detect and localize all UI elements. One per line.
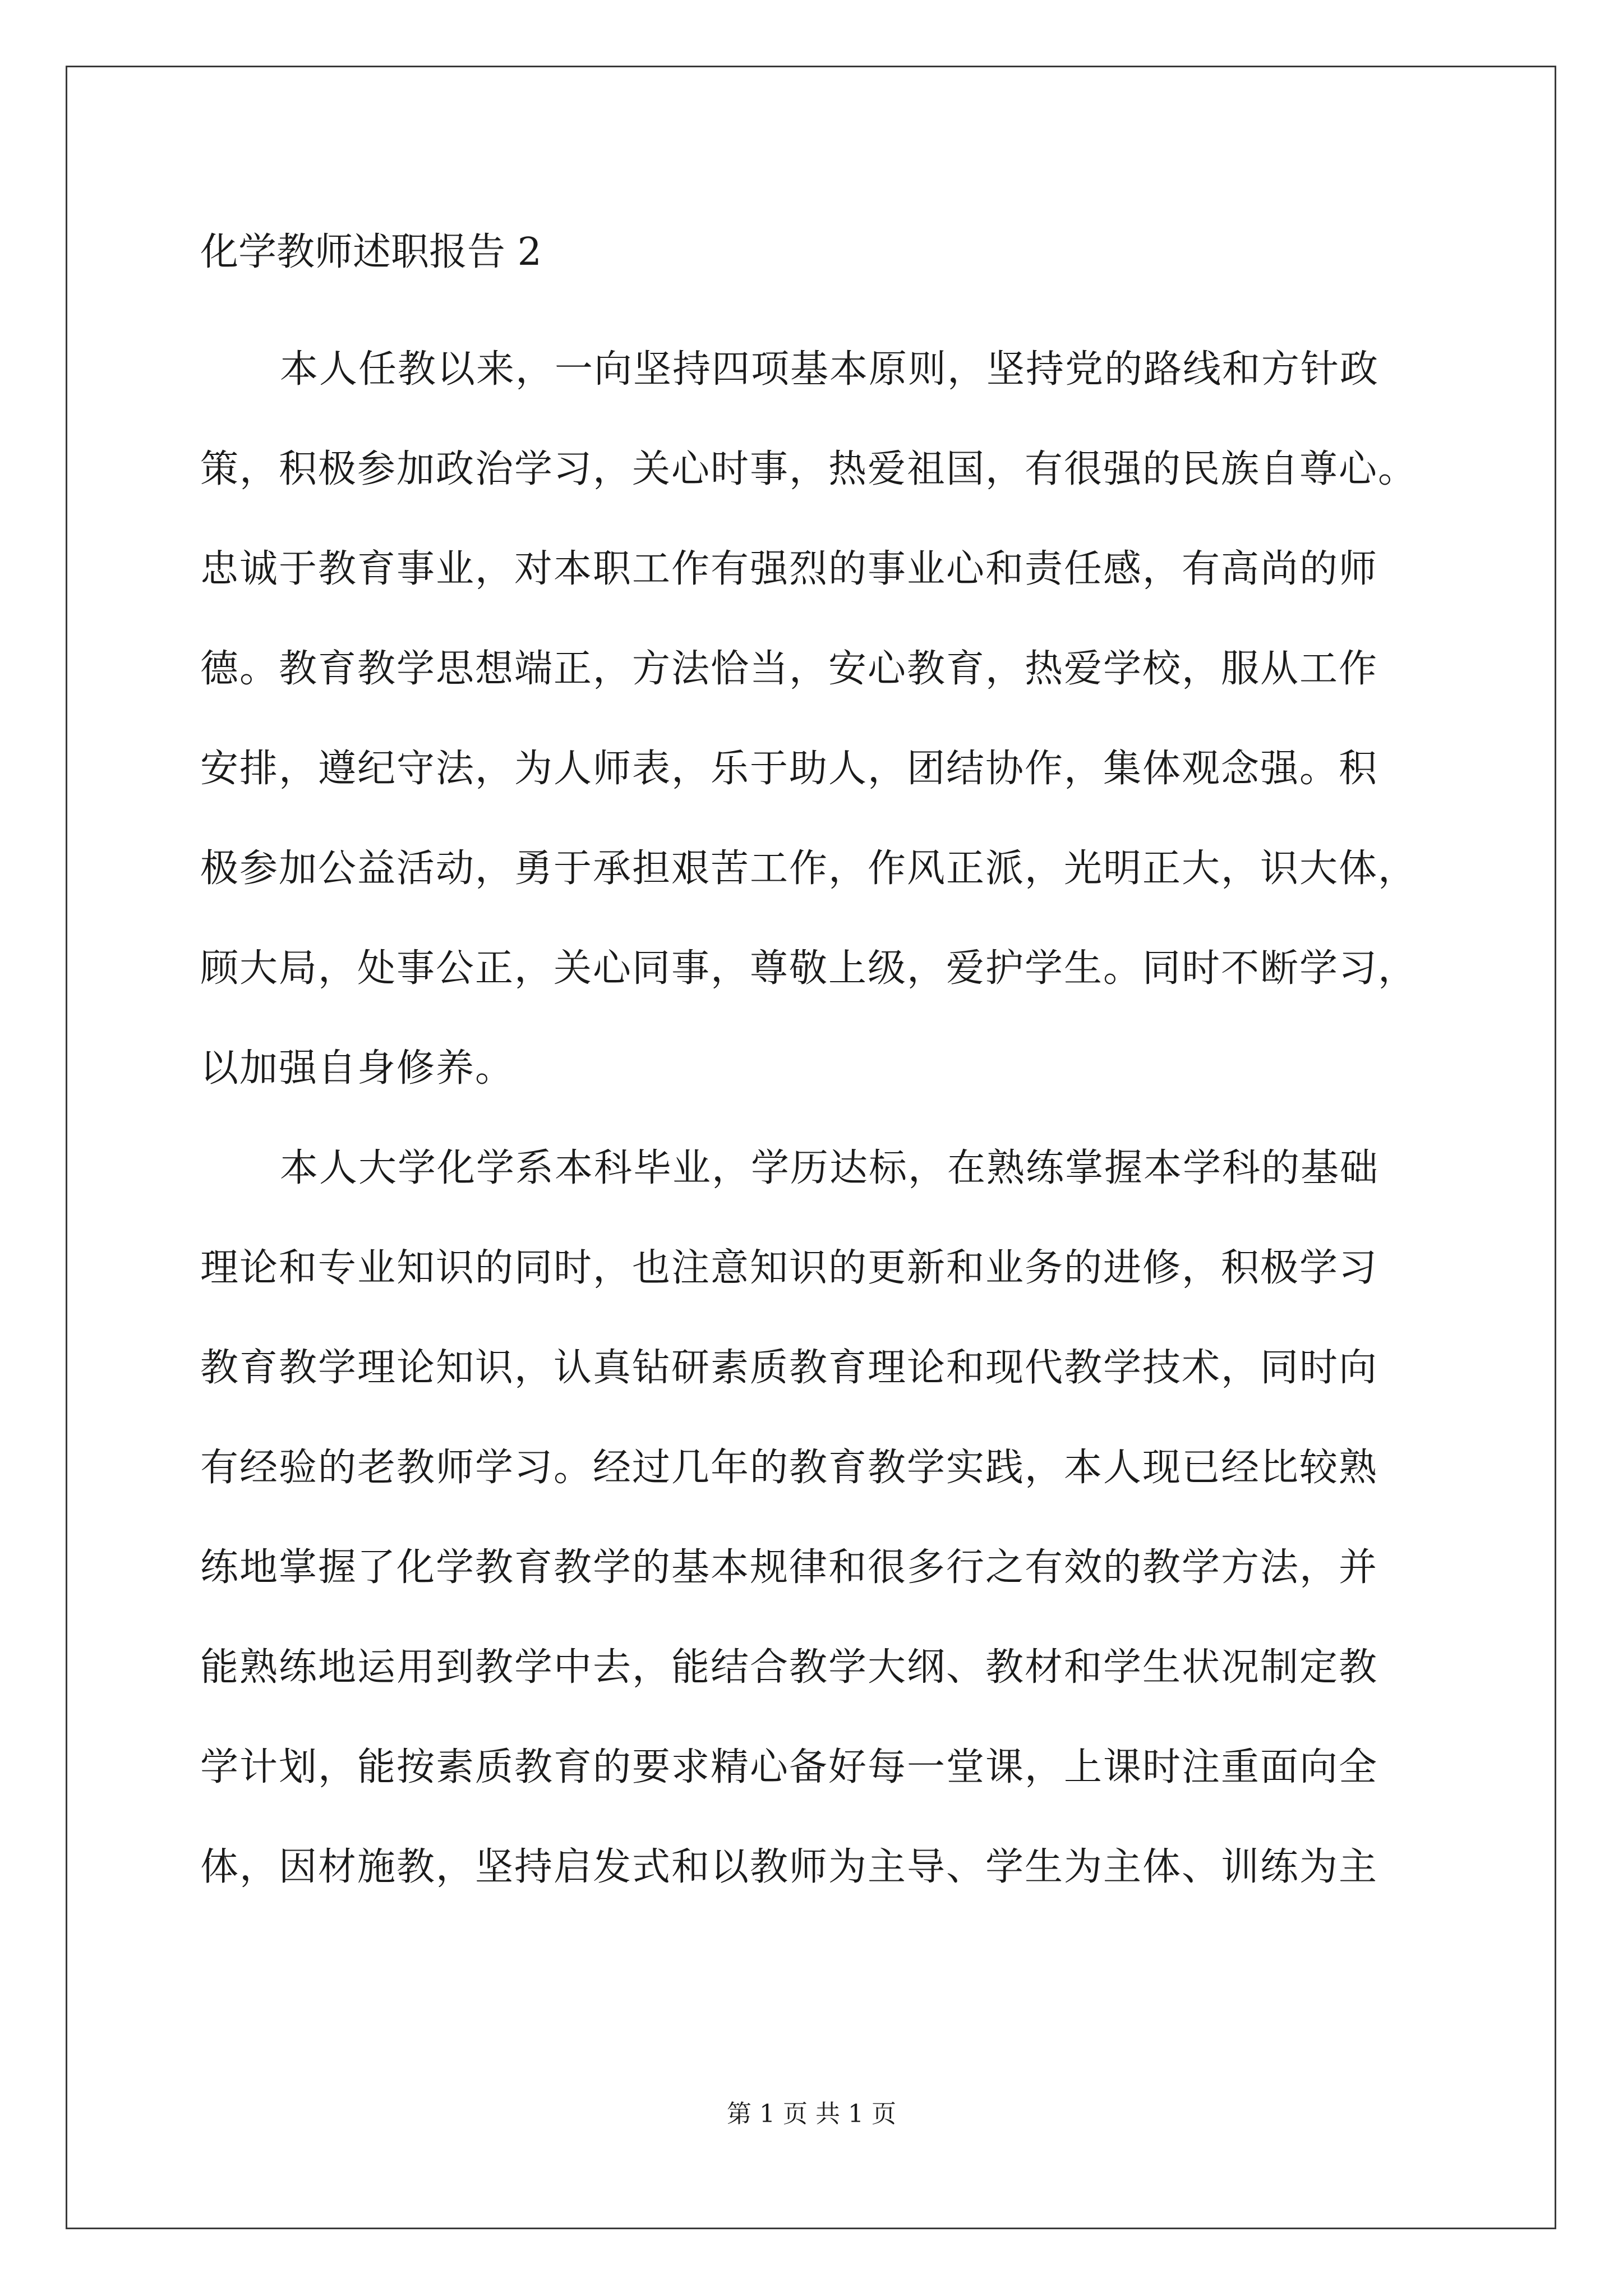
paragraph-line: 本人大学化学系本科毕业，学历达标，在熟练掌握本学科的基础: [280, 1146, 1380, 1190]
paragraph-line: 练地掌握了化学教育教学的基本规律和很多行之有效的教学方法，并: [200, 1545, 1378, 1590]
paragraph-line: 忠诚于教育事业，对本职工作有强烈的事业心和责任感，有高尚的师: [200, 547, 1378, 591]
paragraph-line: 策，积极参加政治学习，关心时事，热爱祖国，有很强的民族自尊心。: [200, 447, 1418, 491]
paragraph-line: 能熟练地运用到教学中去，能结合教学大纲、教材和学生状况制定教: [200, 1645, 1378, 1690]
paragraph-line: 极参加公益活动，勇于承担艰苦工作，作风正派，光明正大，识大体，: [200, 846, 1418, 891]
paragraph-line: 学计划，能按素质教育的要求精心备好每一堂课，上课时注重面向全: [200, 1745, 1378, 1789]
document-body: [200, 219, 1434, 1917]
paragraph-line: 体，因材施教，坚持启发式和以教师为主导、学生为主体、训练为主: [200, 1845, 1378, 1889]
paragraph-line: 以加强自身修养。: [200, 1046, 515, 1091]
document-title: 化学教师述职报告 2: [200, 230, 542, 274]
paragraph-line: 教育教学理论知识，认真钻研素质教育理论和现代教学技术，同时向: [200, 1346, 1378, 1390]
paragraph-line: 有经验的老教师学习。经过几年的教育教学实践，本人现已经比较熟: [200, 1446, 1378, 1490]
page-number-footer: 第 1 页 共 1 页: [727, 2100, 896, 2128]
paragraph-line: 德。教育教学思想端正，方法恰当，安心教育，热爱学校，服从工作: [200, 647, 1378, 691]
paragraph-line: 理论和专业知识的同时，也注意知识的更新和业务的进修，积极学习: [200, 1246, 1378, 1290]
paragraph-line: 本人任教以来，一向坚持四项基本原则，坚持党的路线和方针政: [280, 347, 1380, 392]
paragraph-line: 顾大局，处事公正，关心同事，尊敬上级，爱护学生。同时不断学习，: [200, 946, 1418, 991]
paragraph-line: 安排，遵纪守法，为人师表，乐于助人，团结协作，集体观念强。积: [200, 747, 1378, 791]
